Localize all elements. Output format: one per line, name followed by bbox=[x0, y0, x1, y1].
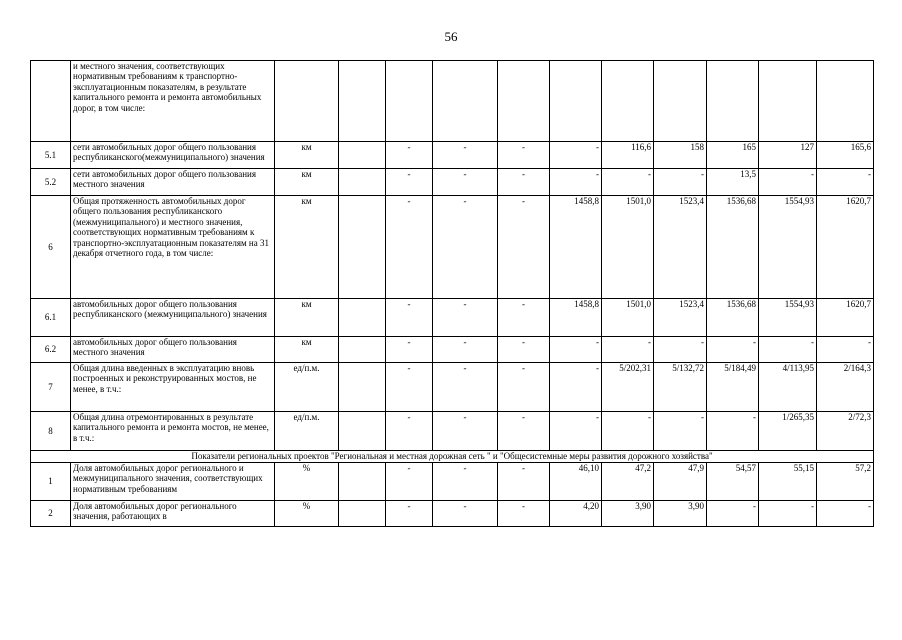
value-cell: - bbox=[386, 412, 433, 451]
value-cell: - bbox=[386, 169, 433, 196]
value-cell bbox=[759, 61, 817, 142]
value-cell: - bbox=[550, 363, 602, 412]
value-cell: 1620,7 bbox=[817, 196, 874, 299]
value-cell bbox=[550, 61, 602, 142]
unit-cell: ед/п.м. bbox=[275, 363, 339, 412]
value-cell bbox=[654, 61, 707, 142]
value-cell: - bbox=[654, 337, 707, 363]
value-cell: - bbox=[498, 196, 550, 299]
value-cell: 1536,68 bbox=[707, 299, 759, 337]
page-number: 56 bbox=[444, 29, 458, 44]
value-cell: 54,57 bbox=[707, 463, 759, 501]
value-cell bbox=[498, 61, 550, 142]
value-cell: 3,90 bbox=[602, 501, 654, 527]
value-cell: - bbox=[817, 169, 874, 196]
value-cell: - bbox=[433, 463, 498, 501]
value-cell: - bbox=[386, 363, 433, 412]
row-number: 6.1 bbox=[31, 299, 71, 337]
table-row bbox=[31, 337, 874, 363]
table-row bbox=[31, 61, 874, 142]
value-cell: - bbox=[654, 169, 707, 196]
value-cell: - bbox=[498, 169, 550, 196]
unit-cell: км bbox=[275, 196, 339, 299]
value-cell: - bbox=[550, 337, 602, 363]
value-cell: - bbox=[386, 463, 433, 501]
value-cell: 1458,8 bbox=[550, 299, 602, 337]
row-number: 6 bbox=[31, 196, 71, 299]
value-cell bbox=[602, 61, 654, 142]
unit-cell: км bbox=[275, 337, 339, 363]
value-cell: - bbox=[498, 337, 550, 363]
value-cell bbox=[707, 61, 759, 142]
value-cell bbox=[339, 412, 386, 451]
value-cell bbox=[817, 61, 874, 142]
value-cell: - bbox=[602, 337, 654, 363]
row-number: 7 bbox=[31, 363, 71, 412]
value-cell: - bbox=[602, 412, 654, 451]
indicator-name: автомобильных дорог общего пользования местного значения bbox=[71, 337, 275, 363]
value-cell bbox=[339, 363, 386, 412]
value-cell: 1458,8 bbox=[550, 196, 602, 299]
row-number: 6.2 bbox=[31, 337, 71, 363]
section-header-row bbox=[31, 451, 874, 463]
indicator-name: Доля автомобильных дорог регионального и межмуниципального значения, соответствующих нормативным требованиям bbox=[71, 463, 275, 501]
value-cell: - bbox=[433, 412, 498, 451]
unit-cell: ед/п.м. bbox=[275, 412, 339, 451]
row-number: 5.2 bbox=[31, 169, 71, 196]
value-cell: 1536,68 bbox=[707, 196, 759, 299]
unit-cell: км bbox=[275, 169, 339, 196]
value-cell: - bbox=[759, 169, 817, 196]
value-cell: - bbox=[817, 337, 874, 363]
section-header: Показатели региональных проектов "Региональная и местная дорожная сеть " и "Общесистемные меры развития дорожного хозяйства" bbox=[31, 451, 874, 463]
value-cell bbox=[433, 61, 498, 142]
value-cell: 57,2 bbox=[817, 463, 874, 501]
value-cell: 1501,0 bbox=[602, 196, 654, 299]
value-cell: - bbox=[707, 337, 759, 363]
unit-cell bbox=[275, 61, 339, 142]
value-cell: 127 bbox=[759, 142, 817, 169]
indicator-name: Общая длина введенных в эксплуатацию вновь построенных и реконструированных мостов, не менее, в т.ч.: bbox=[71, 363, 275, 412]
value-cell: - bbox=[433, 169, 498, 196]
row-number: 1 bbox=[31, 463, 71, 501]
value-cell bbox=[339, 463, 386, 501]
table-row bbox=[31, 299, 874, 337]
value-cell: - bbox=[550, 142, 602, 169]
value-cell: - bbox=[386, 142, 433, 169]
value-cell: - bbox=[498, 412, 550, 451]
value-cell: 47,2 bbox=[602, 463, 654, 501]
unit-cell: % bbox=[275, 463, 339, 501]
value-cell: 5/202,31 bbox=[602, 363, 654, 412]
value-cell: - bbox=[498, 463, 550, 501]
table-row bbox=[31, 142, 874, 169]
unit-cell: % bbox=[275, 501, 339, 527]
value-cell: - bbox=[550, 412, 602, 451]
value-cell: - bbox=[498, 501, 550, 527]
value-cell: - bbox=[817, 501, 874, 527]
value-cell: 2/164,3 bbox=[817, 363, 874, 412]
value-cell: - bbox=[433, 299, 498, 337]
indicators-table bbox=[30, 60, 874, 527]
value-cell: 165,6 bbox=[817, 142, 874, 169]
indicator-name: сети автомобильных дорог общего пользования республиканского(межмуниципального) значения bbox=[71, 142, 275, 169]
value-cell: 1554,93 bbox=[759, 299, 817, 337]
value-cell: - bbox=[386, 337, 433, 363]
row-number bbox=[31, 61, 71, 142]
value-cell: 1501,0 bbox=[602, 299, 654, 337]
table-row bbox=[31, 463, 874, 501]
table-row bbox=[31, 169, 874, 196]
value-cell: - bbox=[759, 501, 817, 527]
unit-cell: км bbox=[275, 299, 339, 337]
value-cell bbox=[339, 142, 386, 169]
value-cell: 13,5 bbox=[707, 169, 759, 196]
value-cell: 2/72,3 bbox=[817, 412, 874, 451]
value-cell bbox=[339, 337, 386, 363]
value-cell: 165 bbox=[707, 142, 759, 169]
value-cell: 3,90 bbox=[654, 501, 707, 527]
value-cell bbox=[339, 169, 386, 196]
value-cell: - bbox=[433, 337, 498, 363]
row-number: 2 bbox=[31, 501, 71, 527]
indicator-name: Общая протяженность автомобильных дорог общего пользования республиканского (межмуниципального) и местного значения, соответствующих нормативным требованиям к транспортно-эксплуатационным показателям на 31 декабря отчетного года, в том числе: bbox=[71, 196, 275, 299]
row-number: 8 bbox=[31, 412, 71, 451]
value-cell: 1620,7 bbox=[817, 299, 874, 337]
value-cell: 55,15 bbox=[759, 463, 817, 501]
value-cell: - bbox=[433, 501, 498, 527]
value-cell: - bbox=[498, 363, 550, 412]
value-cell: - bbox=[602, 169, 654, 196]
value-cell: - bbox=[550, 169, 602, 196]
value-cell: 5/184,49 bbox=[707, 363, 759, 412]
unit-cell: км bbox=[275, 142, 339, 169]
value-cell: 1/265,35 bbox=[759, 412, 817, 451]
value-cell: - bbox=[498, 299, 550, 337]
value-cell: 1554,93 bbox=[759, 196, 817, 299]
value-cell: - bbox=[654, 412, 707, 451]
indicator-name: и местного значения, соответствующих нормативным требованиям к транспортно-эксплуатационным показателям, в результате капитального ремонта и ремонта автомобильных дорог, в том числе: bbox=[71, 61, 275, 142]
value-cell: - bbox=[759, 337, 817, 363]
table-row bbox=[31, 196, 874, 299]
indicator-name: автомобильных дорог общего пользования республиканского (межмуниципального) значения bbox=[71, 299, 275, 337]
indicator-name: Общая длина отремонтированных в результате капитального ремонта и ремонта мостов, не менее, в т.ч.: bbox=[71, 412, 275, 451]
value-cell: - bbox=[707, 412, 759, 451]
value-cell: 47,9 bbox=[654, 463, 707, 501]
value-cell: - bbox=[498, 142, 550, 169]
value-cell: 4/113,95 bbox=[759, 363, 817, 412]
value-cell: - bbox=[386, 299, 433, 337]
indicator-name: Доля автомобильных дорог регионального значения, работающих в bbox=[71, 501, 275, 527]
value-cell bbox=[339, 61, 386, 142]
value-cell: - bbox=[386, 196, 433, 299]
value-cell: - bbox=[386, 501, 433, 527]
value-cell bbox=[339, 196, 386, 299]
value-cell: 5/132,72 bbox=[654, 363, 707, 412]
table-row bbox=[31, 412, 874, 451]
value-cell: 116,6 bbox=[602, 142, 654, 169]
table-row bbox=[31, 363, 874, 412]
value-cell: - bbox=[433, 363, 498, 412]
value-cell: 46,10 bbox=[550, 463, 602, 501]
value-cell: 1523,4 bbox=[654, 196, 707, 299]
value-cell bbox=[339, 299, 386, 337]
value-cell: - bbox=[707, 501, 759, 527]
value-cell: 158 bbox=[654, 142, 707, 169]
value-cell: - bbox=[433, 142, 498, 169]
value-cell: 4,20 bbox=[550, 501, 602, 527]
value-cell bbox=[339, 501, 386, 527]
table-row bbox=[31, 501, 874, 527]
value-cell: - bbox=[433, 196, 498, 299]
indicator-name: сети автомобильных дорог общего пользования местного значения bbox=[71, 169, 275, 196]
row-number: 5.1 bbox=[31, 142, 71, 169]
value-cell: 1523,4 bbox=[654, 299, 707, 337]
value-cell bbox=[386, 61, 433, 142]
